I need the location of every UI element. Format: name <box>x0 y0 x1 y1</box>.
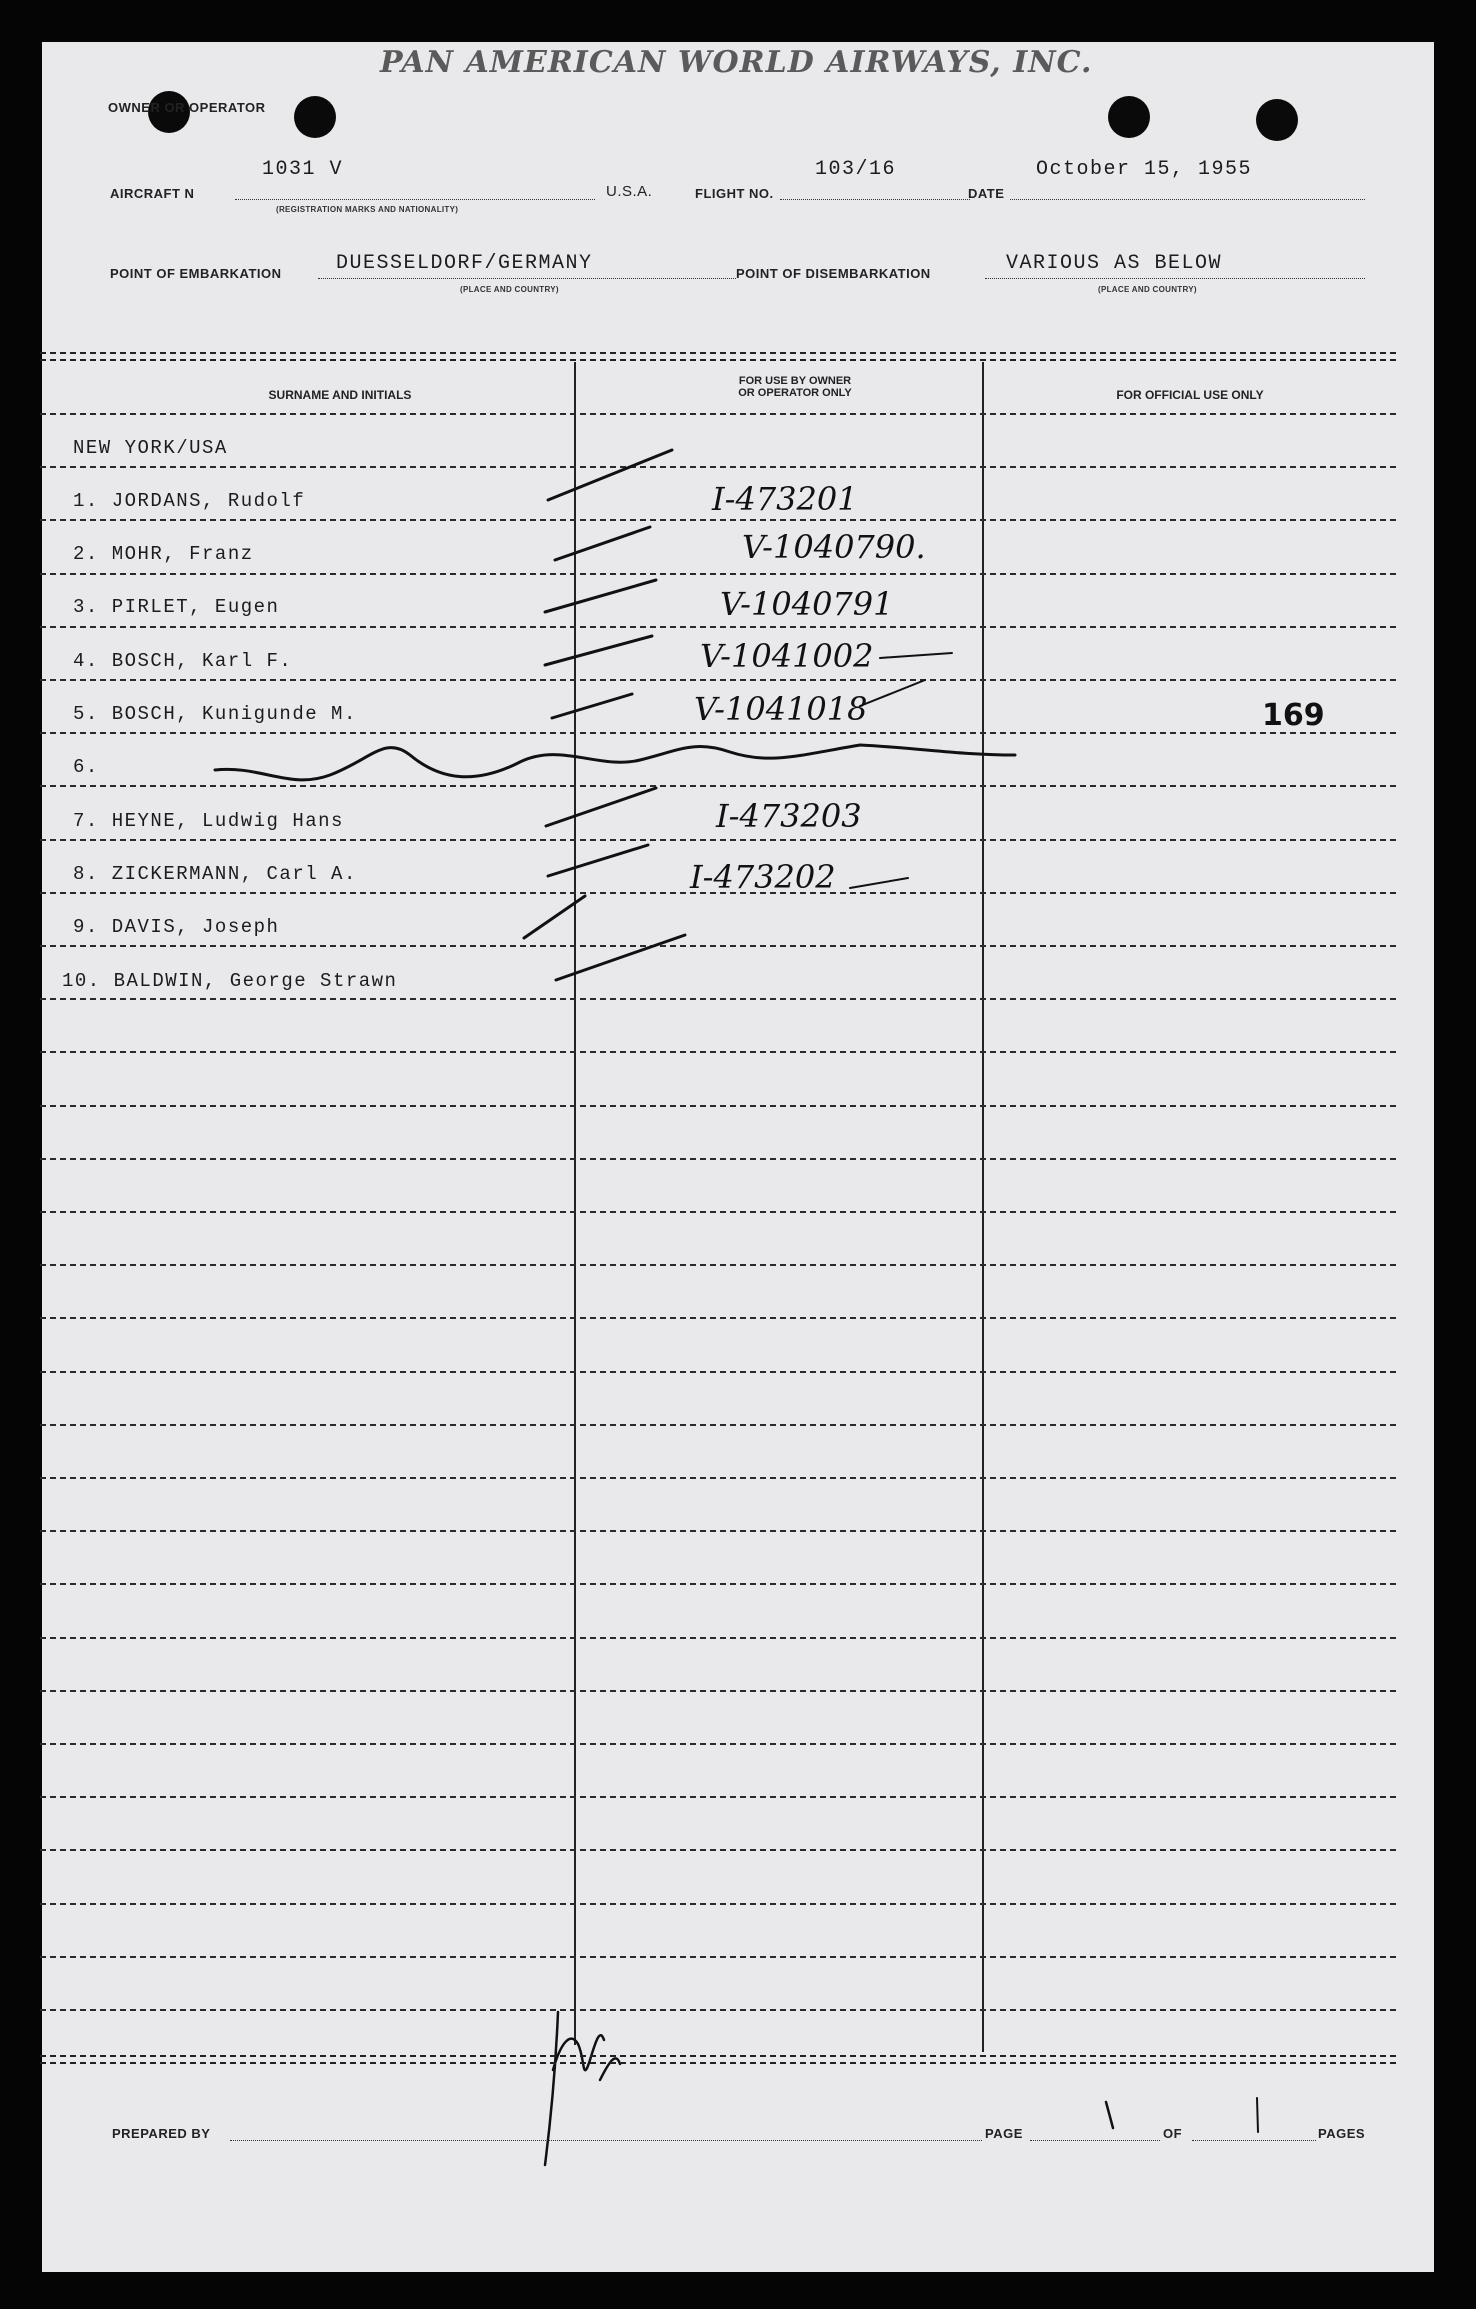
handwritten-note: I-473203 <box>716 797 862 835</box>
list-item: 5. BOSCH, Kunigunde M. <box>73 703 357 725</box>
date-value: October 15, 1955 <box>1036 158 1253 181</box>
list-item: 6. <box>73 756 99 778</box>
place-note: (PLACE AND COUNTRY) <box>460 285 559 294</box>
of-line <box>1192 2140 1316 2141</box>
company-title: PAN AMERICAN WORLD AIRWAYS, INC. <box>380 45 1093 80</box>
handwritten-note: V-1041018 <box>694 690 868 728</box>
pages-label: PAGES <box>1318 2126 1366 2141</box>
page-value <box>1098 2100 1112 2123</box>
owner-label: OWNER OR OPERATOR <box>108 100 266 115</box>
col-owner-use-line1: FOR USE BY OWNER <box>738 375 852 387</box>
list-item: 10. BALDWIN, George Strawn <box>62 970 398 992</box>
list-item: 1. JORDANS, Rudolf <box>73 490 306 512</box>
page-line <box>1030 2140 1160 2141</box>
list-item: 3. PIRLET, Eugen <box>73 596 280 618</box>
list-item: 9. DAVIS, Joseph <box>73 916 280 938</box>
flight-label: FLIGHT NO. <box>695 186 774 201</box>
check-mark <box>555 527 650 560</box>
col-surname: SURNAME AND INITIALS <box>268 388 412 402</box>
prepared-by-line <box>230 2140 982 2141</box>
list-item: 8. ZICKERMANN, Carl A. <box>73 863 357 885</box>
handwritten-note: V-1040790. <box>742 528 926 566</box>
check-mark <box>545 580 656 612</box>
col-owner-use-line2: OR OPERATOR ONLY <box>738 387 852 399</box>
destination-heading: NEW YORK/USA <box>73 437 228 459</box>
embarkation-value: DUESSELDORF/GERMANY <box>336 252 593 275</box>
check-mark <box>556 935 685 980</box>
check-mark <box>524 896 585 938</box>
embarkation-label: POINT OF EMBARKATION <box>110 266 282 281</box>
registration-note: (REGISTRATION MARKS AND NATIONALITY) <box>276 205 459 214</box>
check-mark <box>552 694 632 718</box>
handwritten-note: I-473201 <box>712 480 858 518</box>
aircraft-label: AIRCRAFT N <box>110 186 195 201</box>
col-official: FOR OFFICIAL USE ONLY <box>1116 388 1264 402</box>
disembarkation-value: VARIOUS AS BELOW <box>1006 252 1223 275</box>
handwritten-note: V-1041002 <box>700 637 874 675</box>
signature-mark <box>545 2012 620 2165</box>
handwritten-note: I-473202 <box>690 858 836 896</box>
handwritten-note: V-1040791 <box>720 585 894 623</box>
underline-mark <box>860 680 925 706</box>
list-item: 4. BOSCH, Karl F. <box>73 650 293 672</box>
check-mark <box>546 788 656 826</box>
page-mark <box>1257 2098 1258 2132</box>
flight-value: 103/16 <box>815 158 897 181</box>
prepared-by-label: PREPARED BY <box>112 2126 211 2141</box>
of-label: OF <box>1163 2126 1183 2141</box>
aircraft-value: 1031 V <box>262 158 344 181</box>
check-mark <box>545 636 652 665</box>
check-mark <box>548 450 672 500</box>
table-bottom-rule <box>40 2055 1396 2064</box>
official-number-stamp: 169 <box>1262 698 1325 733</box>
check-mark <box>548 845 648 876</box>
list-item: 2. MOHR, Franz <box>73 543 254 565</box>
nationality: U.S.A. <box>606 183 653 200</box>
date-label: DATE <box>968 186 1005 201</box>
list-item: 7. HEYNE, Ludwig Hans <box>73 810 344 832</box>
place-note-2: (PLACE AND COUNTRY) <box>1098 285 1197 294</box>
strike-line <box>215 745 1015 780</box>
underline-mark <box>880 653 952 658</box>
page-label: PAGE <box>985 2126 1023 2141</box>
underline-mark <box>850 878 908 888</box>
disembarkation-label: POINT OF DISEMBARKATION <box>736 266 931 281</box>
